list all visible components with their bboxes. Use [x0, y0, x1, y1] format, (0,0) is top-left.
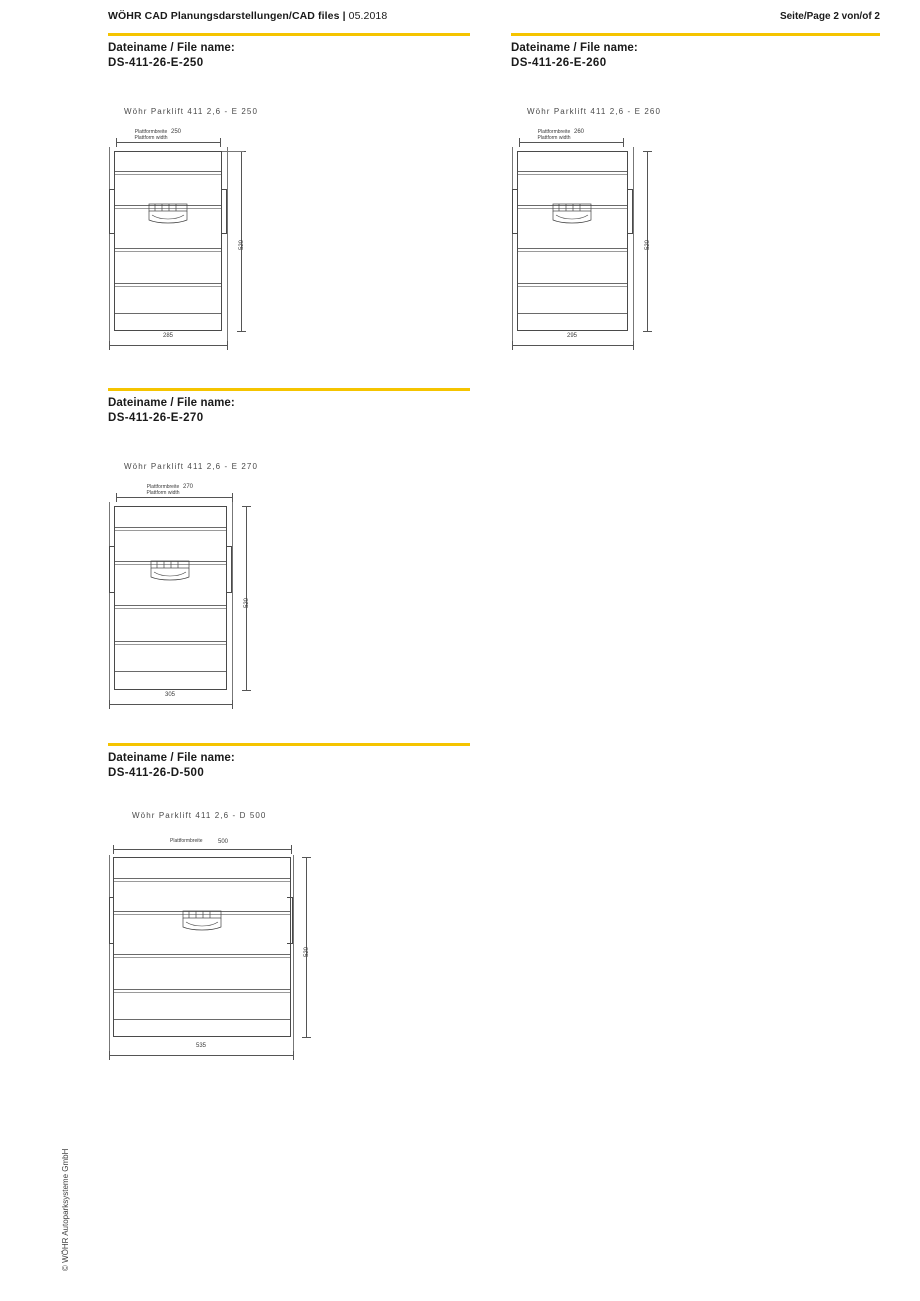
platform-width-de: Plattformbreite [146, 484, 180, 490]
extension-line [512, 147, 513, 345]
rail-cap [512, 233, 518, 234]
rail-cap [109, 943, 114, 944]
platform-slat [115, 527, 226, 528]
dimension-tick [623, 138, 624, 147]
cad-area [108, 75, 470, 365]
platform-slat [115, 248, 221, 249]
block-title [511, 41, 880, 71]
extension-line [109, 147, 110, 345]
dimension-tick [242, 506, 251, 507]
car-symbol-icon [148, 203, 188, 230]
platform-slat [114, 878, 290, 879]
width-dimension-label: 285 [162, 333, 173, 339]
platform-slat [115, 641, 226, 642]
width-dimension-line [109, 704, 232, 705]
dimension-tick [512, 341, 513, 350]
page-number: Seite/Page 2 von/of 2 [779, 11, 880, 22]
file-name-label: Dateiname / File name: [511, 42, 638, 54]
platform-slat [115, 174, 221, 175]
accent-rule [511, 33, 880, 36]
rail-cap [226, 546, 232, 547]
dimension-tick [643, 331, 652, 332]
platform-width-value: 260 [574, 129, 585, 135]
top-dimension-line [519, 142, 623, 143]
platform-slat [115, 251, 221, 252]
platform-slat [518, 251, 627, 252]
side-rail-left [109, 546, 110, 592]
cad-caption: Wöhr Parklift 411 2,6 - E 270 [124, 462, 259, 471]
block-ds-411-26-e-260 [511, 33, 880, 71]
dimension-tick [302, 1037, 311, 1038]
accent-rule [108, 743, 470, 746]
header-left [108, 10, 387, 22]
file-name-value: DS-411-26-E-260 [511, 57, 607, 69]
platform-slat [115, 286, 221, 287]
platform-slat [518, 283, 627, 284]
dimension-tick [220, 138, 221, 147]
platform-slat [115, 671, 226, 672]
platform-slat [115, 283, 221, 284]
rail-cap [221, 189, 227, 190]
extension-line [633, 147, 634, 345]
side-rail-right [632, 189, 633, 233]
rail-cap [287, 897, 293, 898]
cad-caption: Wöhr Parklift 411 2,6 - D 500 [132, 811, 267, 820]
cad-area [108, 430, 470, 720]
rail-cap [109, 546, 115, 547]
block-title [108, 751, 470, 781]
rail-cap [109, 189, 115, 190]
rail-cap [512, 189, 518, 190]
platform-width-value: 250 [171, 129, 182, 135]
rail-cap [627, 233, 633, 234]
platform-slat [114, 881, 290, 882]
extension-line [232, 502, 233, 704]
rail-cap [109, 897, 114, 898]
platform-outline [114, 506, 227, 690]
cad-drawing-ds-411-26-e-260 [511, 75, 880, 365]
platform-slat [114, 954, 290, 955]
platform-slat [115, 530, 226, 531]
cad-drawing-ds-411-26-e-270 [108, 430, 470, 720]
top-dimension-line [116, 142, 220, 143]
cad-caption: Wöhr Parklift 411 2,6 - E 250 [124, 107, 259, 116]
platform-slat [518, 248, 627, 249]
extension-line [227, 147, 228, 345]
file-name-value: DS-411-26-E-270 [108, 412, 204, 424]
file-name-value: DS-411-26-D-500 [108, 767, 205, 779]
platform-slat [114, 957, 290, 958]
platform-slat [115, 605, 226, 606]
page-header [108, 10, 880, 22]
platform-slat [115, 171, 221, 172]
rail-cap [287, 943, 293, 944]
cad-caption: Wöhr Parklift 411 2,6 - E 260 [527, 107, 662, 116]
extension-line [222, 151, 244, 152]
accent-rule [108, 33, 470, 36]
platform-slat [114, 992, 290, 993]
block-title [108, 396, 470, 426]
file-name-label: Dateiname / File name: [108, 752, 235, 764]
platform-slat [115, 608, 226, 609]
dimension-tick [643, 151, 652, 152]
platform-width-de: Plattformbreite [170, 838, 203, 844]
height-dimension-label: 520 [244, 597, 250, 608]
side-rail-right [231, 546, 232, 592]
height-dimension-label: 520 [645, 239, 651, 250]
side-rail-left [109, 189, 110, 233]
block-title [108, 41, 470, 71]
platform-width-value: 270 [183, 484, 194, 490]
platform-width-value: 500 [218, 839, 229, 845]
file-name-label: Dateiname / File name: [108, 42, 235, 54]
width-dimension-line [512, 345, 633, 346]
platform-width-de: Plattformbreite [537, 129, 571, 135]
dimension-tick [237, 331, 246, 332]
dimension-tick [519, 138, 520, 147]
dimension-tick [291, 845, 292, 854]
dimension-tick [109, 341, 110, 350]
dimension-tick [232, 493, 233, 502]
rail-cap [109, 592, 115, 593]
dimension-tick [232, 700, 233, 709]
dimension-tick [227, 341, 228, 350]
height-dimension-label: 520 [239, 239, 245, 250]
platform-slat [518, 286, 627, 287]
header-title: WÖHR CAD Planungsdarstellungen/CAD files [108, 10, 340, 22]
height-dimension-label: 520 [304, 946, 310, 957]
block-ds-411-26-e-250 [108, 33, 470, 71]
header-separator: | [342, 10, 346, 22]
cad-drawing-ds-411-26-e-250 [108, 75, 470, 365]
width-dimension-label: 295 [566, 333, 577, 339]
platform-slat [518, 174, 627, 175]
cad-area [511, 75, 880, 365]
dimension-tick [109, 700, 110, 709]
file-name-value: DS-411-26-E-250 [108, 57, 204, 69]
extension-line [109, 502, 110, 704]
platform-width-en: Plattform width [537, 134, 571, 141]
dimension-tick [116, 138, 117, 147]
block-ds-411-26-e-270 [108, 388, 470, 426]
platform-width-en: Plattform width [134, 134, 168, 141]
width-dimension-line [109, 345, 227, 346]
car-symbol-icon [150, 560, 190, 587]
platform-width-de: Plattformbreite [134, 129, 168, 135]
platform-width-en: Plattform width [146, 489, 180, 496]
side-rail-right [226, 189, 227, 233]
top-dimension-line [116, 497, 232, 498]
platform-slat [114, 989, 290, 990]
rail-cap [109, 233, 115, 234]
platform-outline [517, 151, 628, 331]
side-rail-right [292, 897, 293, 943]
platform-slat [518, 313, 627, 314]
cad-area [108, 785, 470, 1075]
dimension-tick [242, 690, 251, 691]
platform-outline [113, 857, 291, 1037]
dimension-tick [109, 1051, 110, 1060]
platform-slat [115, 313, 221, 314]
car-symbol-icon [552, 203, 592, 230]
dimension-tick [113, 845, 114, 854]
platform-slat [518, 171, 627, 172]
accent-rule [108, 388, 470, 391]
width-dimension-line [109, 1055, 293, 1056]
copyright-notice: © WÖHR Autoparksysteme GmbH [61, 1148, 70, 1271]
rail-cap [627, 189, 633, 190]
extension-line [293, 855, 294, 1055]
dimension-tick [116, 493, 117, 502]
dimension-tick [633, 341, 634, 350]
width-dimension-label: 535 [195, 1043, 206, 1049]
file-name-label: Dateiname / File name: [108, 397, 235, 409]
header-date: 05.2018 [348, 10, 388, 22]
car-symbol-icon [182, 910, 222, 937]
rail-cap [221, 233, 227, 234]
width-dimension-label: 305 [164, 692, 175, 698]
platform-slat [115, 644, 226, 645]
platform-outline [114, 151, 222, 331]
cad-drawing-ds-411-26-d-500 [108, 785, 470, 1075]
dimension-tick [302, 857, 311, 858]
extension-line [109, 855, 110, 1055]
platform-slat [114, 1019, 290, 1020]
rail-cap [226, 592, 232, 593]
side-rail-left [109, 897, 110, 943]
block-ds-411-26-d-500 [108, 743, 470, 781]
dimension-tick [293, 1051, 294, 1060]
side-rail-left [512, 189, 513, 233]
top-dimension-line [113, 849, 291, 850]
